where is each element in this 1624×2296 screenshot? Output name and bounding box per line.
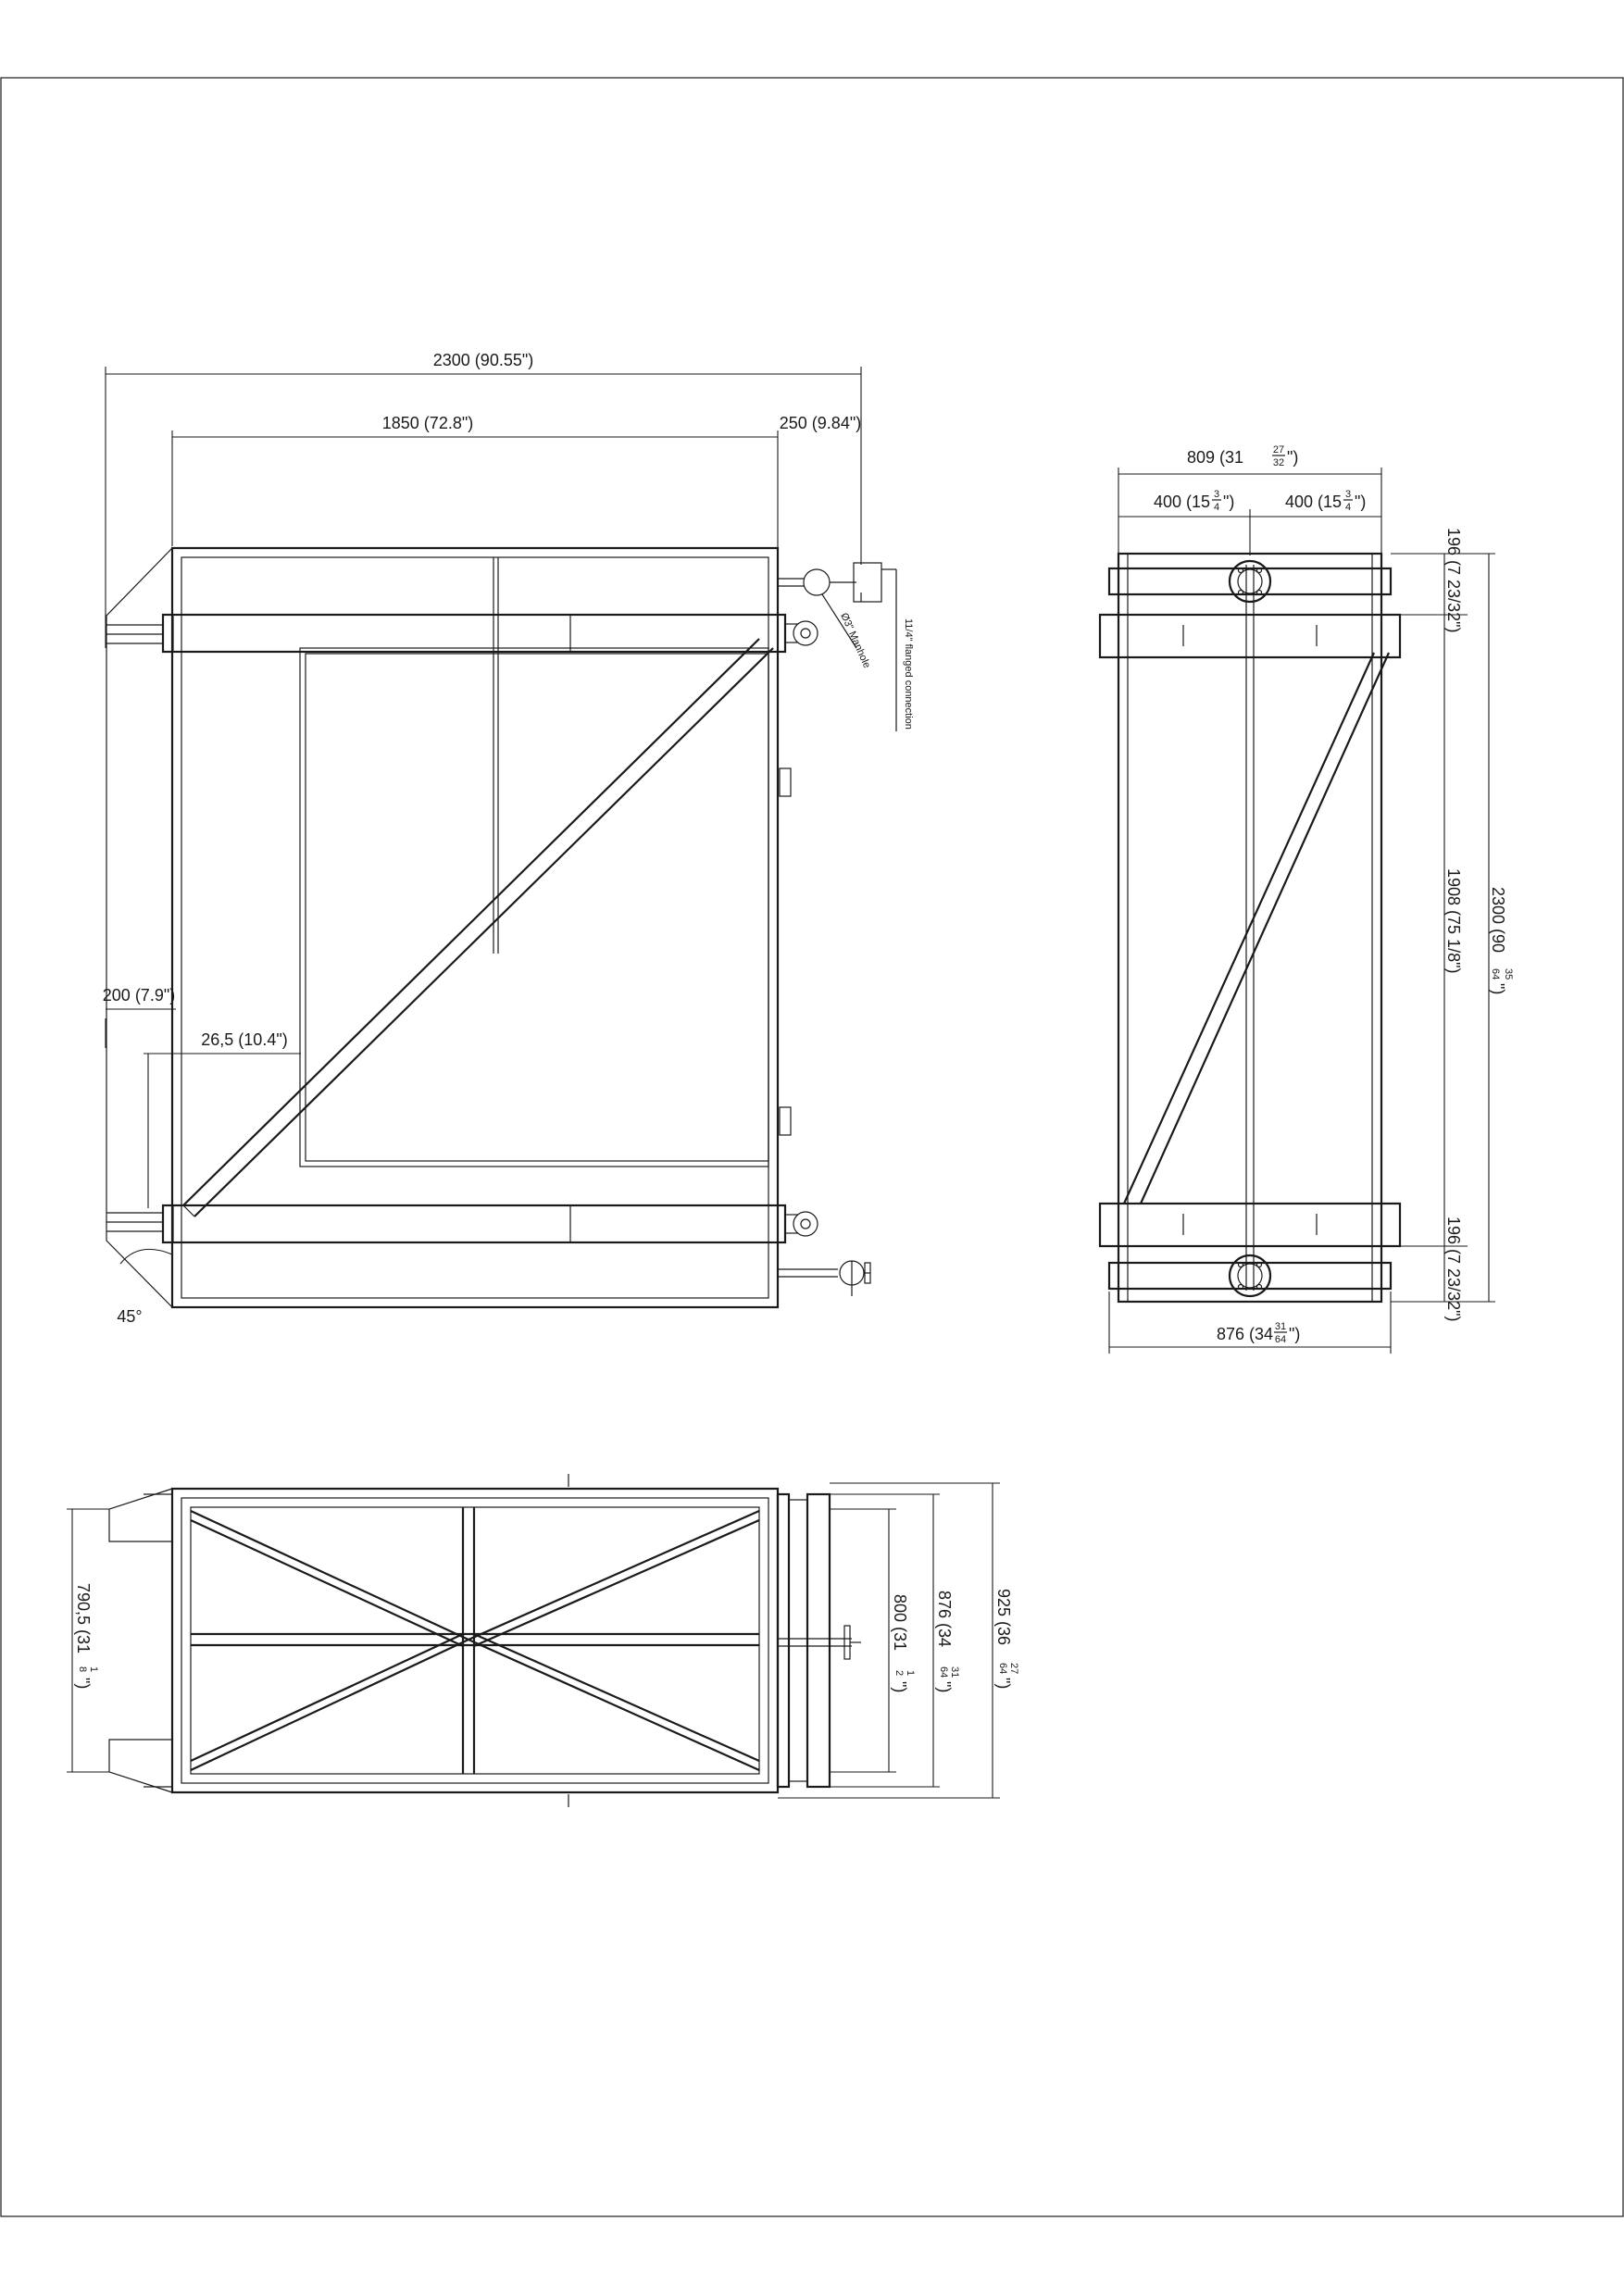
dim-inner-height: 1908 (75 1/8") — [1444, 868, 1463, 974]
dim-skid-top: 196 (7 23/32") — [1444, 528, 1463, 633]
dim-inner-offset: 26,5 (10.4") — [201, 1030, 288, 1049]
dim-height-2300-den: 64 — [1490, 968, 1501, 980]
dim-width-790: 790,5 (31 — [74, 1583, 93, 1654]
dim-half-right-close: ") — [1355, 493, 1367, 511]
end-view — [1100, 444, 1514, 1354]
dim-height-2300: 2300 (90 — [1489, 887, 1507, 954]
dim-width-790-close: ") — [74, 1678, 93, 1690]
dim-width-790-num: 1 — [88, 1666, 99, 1673]
dim-width-925-den: 64 — [997, 1663, 1008, 1675]
dim-width-800: 800 (31 — [891, 1594, 909, 1652]
dim-height-2300-num: 35 — [1503, 968, 1514, 980]
front-view — [103, 351, 914, 1326]
dim-half-right: 400 (15 — [1284, 493, 1342, 511]
dim-width-790-den: 8 — [77, 1666, 88, 1673]
dim-height-2300-close: ") — [1489, 983, 1507, 995]
dim-width-876-num: 31 — [949, 1666, 960, 1678]
dim-width-809-den: 32 — [1272, 457, 1285, 468]
dim-half-left-close: ") — [1223, 493, 1235, 511]
dim-half-right-num: 3 — [1344, 489, 1352, 500]
dim-width-800-den: 2 — [893, 1670, 905, 1677]
dim-width-809-num: 27 — [1272, 444, 1285, 455]
dim-width-925-close: ") — [994, 1678, 1013, 1690]
dim-width-800-close: ") — [891, 1681, 909, 1693]
dim-base-width-den: 64 — [1274, 1334, 1287, 1345]
note-manhole: Ø3" Manhole — [838, 611, 873, 670]
dim-end-offset: 200 (7.9") — [102, 986, 176, 1004]
dim-half-left-den: 4 — [1213, 502, 1220, 513]
dim-base-width-close: ") — [1289, 1325, 1301, 1343]
dim-width-809-close: ") — [1287, 448, 1299, 467]
dim-width-809: 809 (31 — [1186, 448, 1243, 467]
dim-angle: 45° — [117, 1307, 143, 1326]
dim-width-925: 925 (36 — [994, 1589, 1013, 1646]
dim-valve-offset: 250 (9.84") — [779, 414, 862, 432]
dim-width-876: 876 (34 — [935, 1591, 954, 1648]
sheet-border — [1, 78, 1623, 2216]
dim-skid-bottom: 196 (7 23/32") — [1444, 1217, 1463, 1322]
dim-overall-length: 2300 (90.55") — [432, 351, 534, 369]
dim-half-left-num: 3 — [1213, 489, 1220, 500]
dim-half-left: 400 (15 — [1153, 493, 1210, 511]
dim-base-width: 876 (34 — [1216, 1325, 1273, 1343]
dim-width-800-num: 1 — [905, 1670, 916, 1677]
dim-body-length: 1850 (72.8") — [381, 414, 474, 432]
note-flanged-connection: 11/4" flanged connection — [903, 618, 914, 730]
dim-width-876-close: ") — [935, 1681, 954, 1693]
top-view — [67, 1474, 1019, 1807]
dim-base-width-num: 31 — [1274, 1321, 1287, 1332]
dim-width-876-den: 64 — [938, 1666, 949, 1678]
dim-width-925-num: 27 — [1008, 1663, 1019, 1675]
dim-half-right-den: 4 — [1344, 502, 1352, 513]
